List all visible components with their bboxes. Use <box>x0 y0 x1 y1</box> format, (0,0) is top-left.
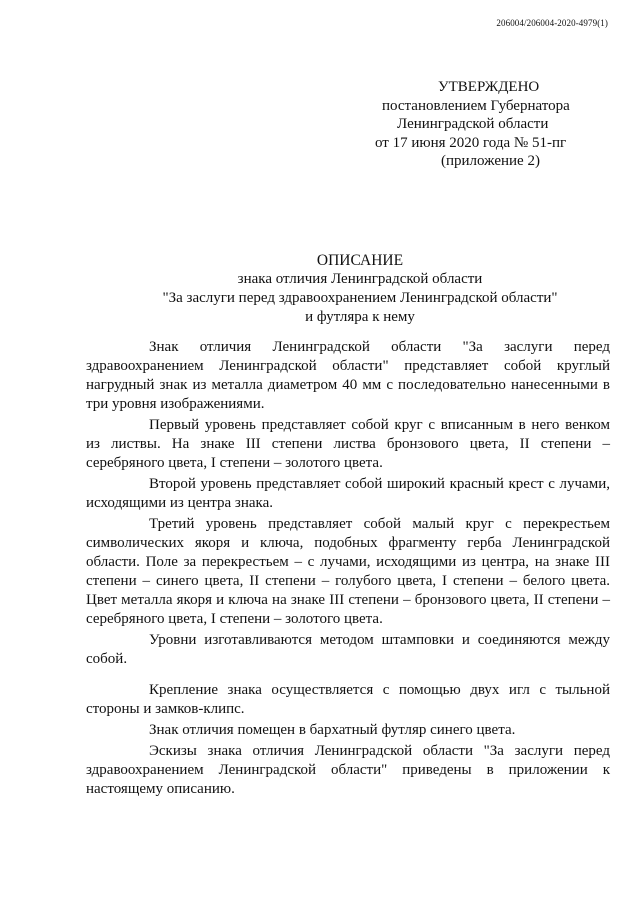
approval-block <box>372 78 602 171</box>
heading-line-1: знака отличия Ленинградской области <box>237 271 483 287</box>
document-body <box>86 338 610 801</box>
paragraph-case: Знак отличия помещен в бархатный футляр синего цвета. <box>149 722 516 738</box>
heading-title: ОПИСАНИЕ <box>316 252 404 269</box>
paragraph-level-2: Второй уровень представляет собой широкий красный крест с лучами, исходящими из центра знака. <box>86 476 610 511</box>
paragraph-fastening: Крепление знака осуществляется с помощью двух игл с тыльной стороны и замков-клипс. <box>86 682 610 717</box>
approval-line-date: от 17 июня 2020 года № 51-пг <box>375 134 567 151</box>
paragraph-manufacturing: Уровни изготавливаются методом штамповки и соединяются между собой. <box>86 632 610 667</box>
paragraph-level-3: Третий уровень представляет собой малый круг с перекрестьем символических якоря и ключа, подобных фрагменту герба Ленинградской области. Поле за перекрестьем – с лучами, исходящими из центра, на знаке III степени – синего цвета, II степени – голубого цвета, I степени – белого цвета. Цвет металла якоря и ключа на знаке III степени – бронзового цвета, II степени – серебряного цвета, I степени – золотого цвета. <box>86 516 610 627</box>
approval-title: УТВЕРЖДЕНО <box>438 79 540 95</box>
document-id: 206004/206004-2020-4979(1) <box>496 18 608 28</box>
heading-line-3: и футляра к нему <box>305 309 415 325</box>
paragraph-intro: Знак отличия Ленинградской области "За заслуги перед здравоохранением Ленинградской области" представляет собой круглый нагрудный знак из металла диаметром 40 мм с последовательно нанесенными в три уровня изображениями. <box>86 339 610 412</box>
approval-line-appendix: (приложение 2) <box>441 153 540 169</box>
paragraph-sketches: Эскизы знака отличия Ленинградской области "За заслуги перед здравоохранением Ленинградской области" приведены в приложении к настоящему описанию. <box>86 743 610 797</box>
approval-line-decree: постановлением Губернатора <box>382 97 570 114</box>
paragraph-level-1: Первый уровень представляет собой круг с вписанным в него венком из листвы. На знаке III степени листва бронзового цвета, II степени – серебряного цвета, I степени – золотого цвета. <box>86 417 610 471</box>
heading-line-2: "За заслуги перед здравоохранением Ленинградской области" <box>162 290 558 306</box>
approval-line-region: Ленинградской области <box>397 116 549 132</box>
document-heading <box>0 251 640 327</box>
